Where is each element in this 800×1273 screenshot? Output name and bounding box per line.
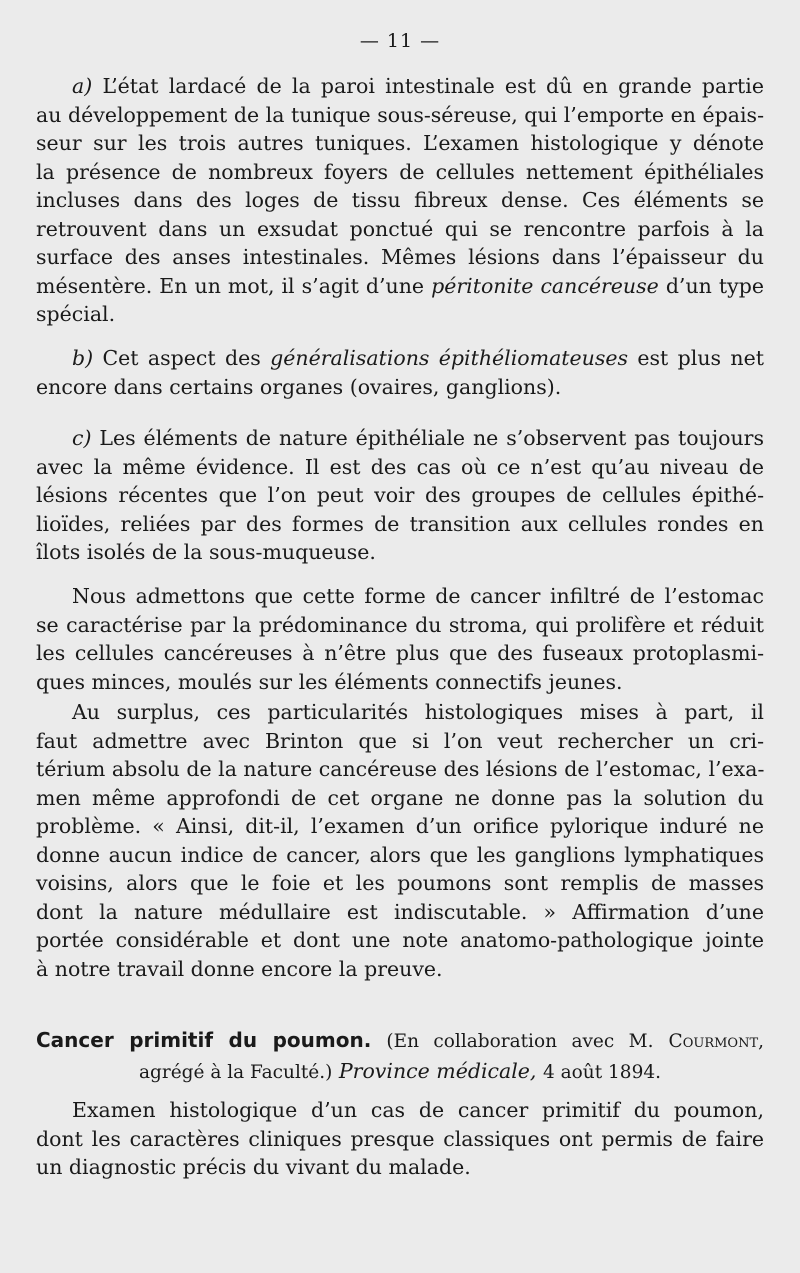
text-line: Examen histologique d’un cas de cancer primitif du poumon,: [72, 1098, 764, 1122]
text-line: [36, 344, 764, 373]
journal-name: Province médicale,: [338, 1058, 537, 1083]
paragraph-f: [36, 1096, 764, 1182]
affiliation-note: agrégé à la Faculté.): [138, 1061, 333, 1083]
text-line: térium absolu de la nature cancéreuse des lésions de l’estomac, l’exa-: [36, 757, 765, 781]
publication-date: 4 août 1894.: [542, 1061, 661, 1083]
text-line: [36, 424, 764, 453]
paragraph-e: [36, 698, 764, 983]
list-label: b): [72, 346, 94, 370]
text-line: spécial.: [36, 302, 116, 326]
text-line: avec la même évidence. Il est des cas où ce n’est qu’au niveau de: [36, 454, 764, 479]
text-line: incluses dans des loges de tissu fibreux dense. Ces éléments se: [36, 188, 764, 212]
paragraph-b: [36, 344, 764, 401]
text-line-content: L’état lardacé de la paroi intestinale est dû en grande partie: [102, 74, 764, 98]
text-line: [36, 72, 764, 101]
collaboration-note: (En collaboration avec M.: [386, 1031, 654, 1052]
paragraph-d: [36, 582, 764, 696]
reference-line: [36, 1057, 764, 1088]
text-line: les cellules cancéreuses à n’être plus que des fuseaux protoplasmi-: [36, 641, 764, 665]
paragraph-a: [36, 72, 764, 329]
text-line: [36, 272, 764, 301]
page-number: — 11 —: [359, 30, 441, 52]
text-line: lésions récentes que l’on peut voir des groupes de cellules épithé-: [36, 483, 764, 507]
publication-reference: [36, 1026, 764, 1087]
list-label: c): [72, 426, 92, 450]
text-line: encore dans certains organes (ovaires, ganglions).: [36, 374, 562, 399]
italic-term: péritonite cancéreuse: [431, 273, 659, 298]
text-segment: mésentère. En un mot, il s’agit d’une: [36, 273, 425, 298]
text-line: à notre travail donne encore la preuve.: [36, 956, 443, 981]
text-line: dont les caractères cliniques presque classiques ont permis de faire: [36, 1126, 764, 1151]
text-line-content: Les éléments de nature épithéliale ne s’observent pas toujours: [99, 426, 764, 450]
collaborator-name: Courmont,: [668, 1031, 764, 1052]
text-line: la présence de nombreux foyers de cellules nettement épithéliales: [36, 159, 764, 184]
text-line: Nous admettons que cette forme de cancer infiltré de l’estomac: [72, 584, 764, 608]
text-line: Au surplus, ces particularités histologiques mises à part, il: [72, 700, 764, 724]
text-segment: est plus net: [637, 346, 764, 370]
text-line: au développement de la tunique sous-séreuse, qui l’emporte en épais-: [36, 102, 764, 127]
text-line: voisins, alors que le foie et les poumons sont remplis de masses: [36, 871, 764, 895]
text-line: se caractérise par la prédominance du stroma, qui prolifère et réduit: [36, 612, 764, 637]
text-line: faut admettre avec Brinton que si l’on veut rechercher un cri-: [36, 728, 764, 753]
paragraph-c: [36, 424, 764, 567]
text-segment: Cet aspect des: [102, 346, 261, 370]
italic-term: généralisations épithéliomateuses: [270, 346, 629, 370]
text-line: seur sur les trois autres tuniques. L’examen histologique y dénote: [36, 131, 764, 155]
text-line: dont la nature médullaire est indiscutable. » Affirmation d’une: [36, 899, 764, 924]
text-segment: d’un type: [665, 273, 764, 298]
text-line: donne aucun indice de cancer, alors que les ganglions lymphatiques: [36, 842, 764, 867]
text-line: îlots isolés de la sous-muqueuse.: [36, 540, 376, 564]
text-line: problème. « Ainsi, dit-il, l’examen d’un orifice pylorique induré ne: [36, 814, 764, 838]
text-line: ques minces, moulés sur les éléments connectifs jeunes.: [36, 669, 623, 694]
text-line: lioïdes, reliées par des formes de transition aux cellules rondes en: [36, 511, 764, 536]
text-line: men même approfondi de cet organe ne donne pas la solution du: [36, 785, 764, 810]
reference-line: [36, 1026, 764, 1057]
text-line: un diagnostic précis du vivant du malade.: [36, 1155, 471, 1179]
publication-title: Cancer primitif du poumon.: [36, 1028, 372, 1052]
text-line: surface des anses intestinales. Mêmes lésions dans l’épaisseur du: [36, 245, 764, 269]
text-line: portée considérable et dont une note anatomo-pathologique jointe: [36, 928, 764, 952]
list-label: a): [72, 74, 93, 98]
text-line: retrouvent dans un exsudat ponctué qui se rencontre parfois à la: [36, 216, 764, 241]
